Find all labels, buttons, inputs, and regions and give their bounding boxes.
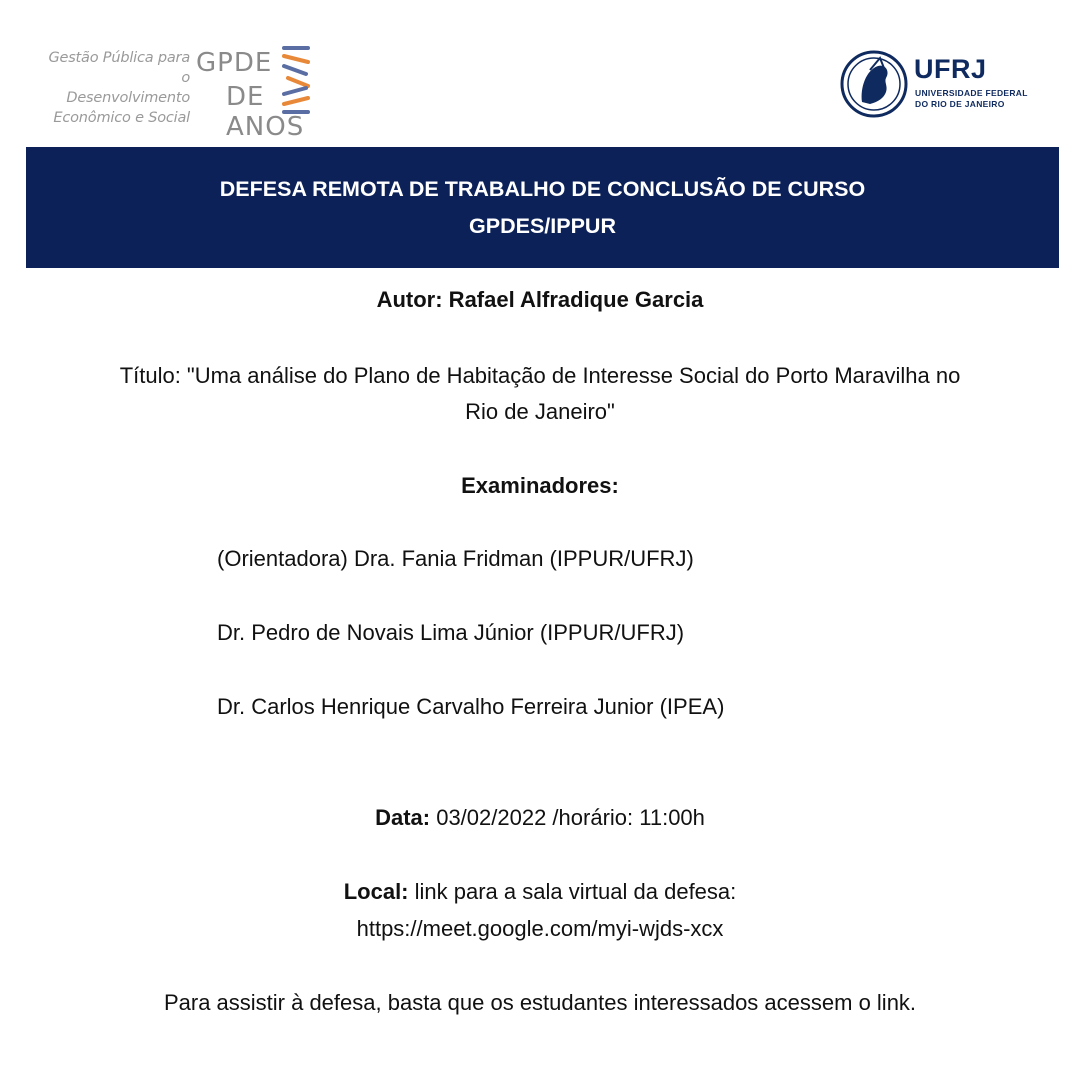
ufrj-seal-icon — [840, 44, 908, 124]
gpdes-tagline-line: Gestão Pública para o — [48, 50, 190, 86]
ufrj-name: UFRJ — [914, 54, 987, 84]
meeting-link[interactable]: https://meet.google.com/myi-wjds-xcx — [356, 916, 724, 941]
banner-line-1: DEFESA REMOTA DE TRABALHO DE CONCLUSÃO DE CURSO — [219, 176, 866, 201]
ufrj-subtitle — [915, 88, 1055, 110]
gpdes-word: GPDE — [196, 48, 273, 78]
gpdes-logo — [40, 42, 360, 142]
date-label: Data: — [375, 805, 431, 830]
footer-note: Para assistir à defesa, basta que os estudantes interessados acessem o link. — [163, 990, 917, 1015]
examiner-item: Dr. Pedro de Novais Lima Júnior (IPPUR/UFRJ) — [217, 620, 685, 645]
thesis-title-line-1: Título: "Uma análise do Plano de Habitação de Interesse Social do Porto Maravilha no — [119, 363, 961, 388]
thesis-title-line-2: Rio de Janeiro" — [465, 399, 615, 424]
location-line — [0, 879, 1080, 905]
gpdes-tagline-line: Desenvolvimento — [66, 90, 190, 106]
banner-line-2: GPDES/IPPUR — [469, 213, 616, 238]
location-label: Local: — [343, 879, 409, 904]
ufrj-subtitle-line: UNIVERSIDADE FEDERAL — [915, 88, 1028, 98]
author-line: Autor: Rafael Alfradique Garcia — [376, 287, 704, 312]
gpdes-tagline-line: Econômico e Social — [53, 110, 190, 126]
date-line — [0, 805, 1080, 831]
title-banner — [26, 147, 1059, 268]
examiner-item: Dr. Carlos Henrique Carvalho Ferreira Junior (IPEA) — [217, 694, 725, 719]
dez-left: DE — [226, 82, 265, 112]
examiner-item: (Orientadora) Dra. Fania Fridman (IPPUR/UFRJ) — [217, 546, 694, 571]
gpdes-anniversary-word — [226, 82, 360, 142]
date-value: 03/02/2022 /horário: 11:00h — [430, 805, 705, 830]
ufrj-subtitle-line: DO RIO DE JANEIRO — [915, 99, 1005, 109]
location-value: link para a sala virtual da defesa: — [408, 879, 737, 904]
dez-right: ANOS — [226, 112, 305, 142]
examiners-heading: Examinadores: — [461, 473, 619, 498]
gpdes-tagline — [40, 48, 190, 128]
ufrj-logo — [840, 44, 1050, 126]
